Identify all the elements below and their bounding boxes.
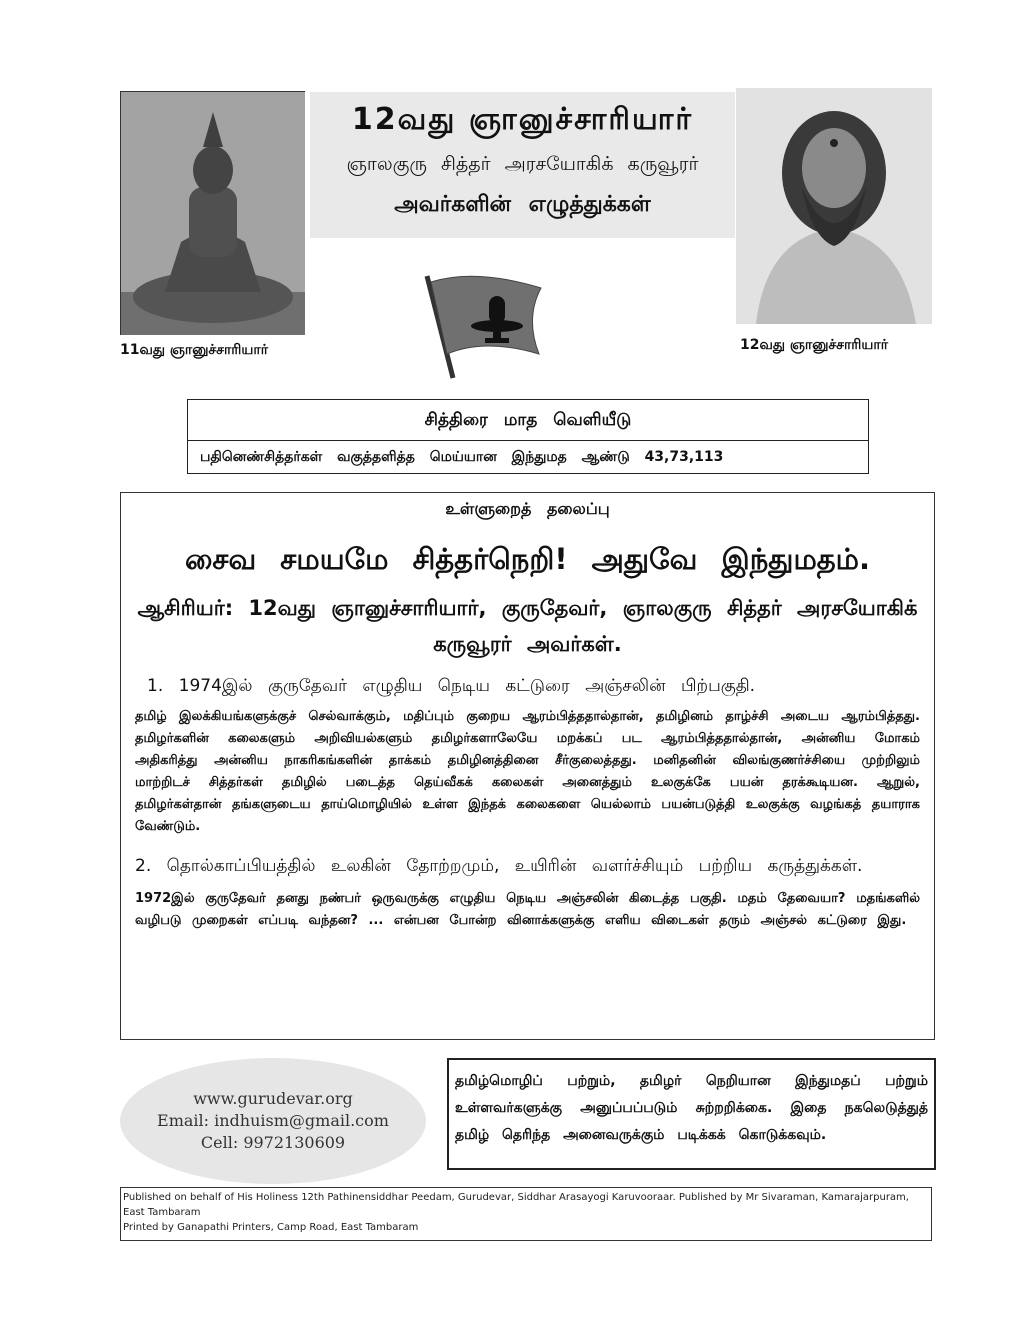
release-info-box	[187, 399, 869, 474]
title-line-2: ஞாலகுரு சித்தர் அரசயோகிக் கருவூரர்	[346, 153, 699, 175]
notice-box	[447, 1058, 936, 1170]
right-photo-caption: 12வது ஞானுச்சாரியார்	[740, 337, 889, 353]
footer-printed-line: Printed by Ganapathi Printers, Camp Road, East Tambaram	[123, 1222, 419, 1233]
left-photo-caption: 11வது ஞானுச்சாரியார்	[120, 342, 269, 358]
lingam-flag-icon	[415, 268, 545, 380]
main-content-box	[120, 492, 935, 1040]
title-box	[310, 92, 735, 238]
publisher-footer	[120, 1187, 932, 1241]
contact-info	[120, 1058, 426, 1184]
website-link[interactable]: www.gurudevar.org	[193, 1089, 353, 1108]
author-line: ஆசிரியர்: 12வது ஞானுச்சாரியார், குருதேவர், ஞாலகுரு சித்தர் அரசயோகிக் கருவூரர் அவர்கள்.	[137, 596, 918, 656]
item-1-heading: 1. 1974இல் குருதேவர் எழுதிய நெடிய கட்டுரை அஞ்சலின் பிற்பகுதி.	[147, 676, 756, 696]
phone-text: Cell: 9972130609	[200, 1133, 346, 1152]
portrait-photo	[736, 88, 932, 324]
footer-published-line: Published on behalf of His Holiness 12th Pathinensiddhar Peedam, Gurudevar, Siddhar Arasayogi Karuvooraar. Published by Mr Sivaraman, Kamarajarpuram, East Tambaram	[123, 1192, 909, 1218]
release-divider	[188, 440, 868, 441]
item-1-body: தமிழ் இலக்கியங்களுக்குச் செல்வாக்கும், மதிப்பும் குறைய ஆரம்பித்ததால்தான், தமிழினம் தாழ்ச்சி அடைய ஆரம்பித்தது. தமிழர்களின் கலைகளும் அறிவியல்களும் தமிழர்களாலேயே மறக்கப் பட ஆரம்பித்ததால்தான், அன்னிய மோகம் அதிகரித்து அன்னிய நாகரிகங்களின் தாக்கம் தமிழினத்தினை சீர்குலைத்தது. மனிதனின் விலங்குணர்ச்சியை முற்றிலும் மாற்றிடச் சித்தர்கள் தமிழில் படைத்த தெய்வீகக் கலைகள் அனைத்தும் உலகுக்கே பயன் தரக்கூடியன. ஆறுல், தமிழர்கள்தான் தங்களுடைய தாய்மொழியில் உள்ள இந்தக் கலைகளை யெல்லாம் பயன்படுத்தி உலகுக்கு வழங்கத் தயாராக வேண்டும்.	[135, 709, 920, 834]
contents-heading: உள்ளுறைத் தலைப்பு	[445, 499, 610, 518]
item-2-heading: 2. தொல்காப்பியத்தில் உலகின் தோற்றமும், உயிரின் வளர்ச்சியும் பற்றிய கருத்துக்கள்.	[135, 856, 863, 876]
title-line-1: 12வது ஞானுச்சாரியார்	[351, 102, 694, 137]
release-year-line: பதினெண்சித்தர்கள் வகுத்தளித்த மெய்யான இந்துமத ஆண்டு 43,73,113	[200, 449, 724, 465]
item-2-body: 1972இல் குருதேவர் தனது நண்பர் ஒருவருக்கு எழுதிய நெடிய அஞ்சலின் கிடைத்த பகுதி. மதம் தேவையா? மதங்களில் வழிபடு முறைகள் எப்படி வந்தன? ... என்பன போன்ற வினாக்களுக்கு எளிய விடைகள் தரும் அஞ்சல் கட்டுரை இது.	[135, 891, 920, 928]
statue-photo	[120, 91, 305, 335]
email-text[interactable]: Email: indhuism@gmail.com	[157, 1111, 389, 1130]
main-title: சைவ சமயமே சித்தர்நெறி! அதுவே இந்துமதம்.	[184, 542, 871, 576]
notice-text: தமிழ்மொழிப் பற்றும், தமிழர் நெறியான இந்துமதப் பற்றும் உள்ளவர்களுக்கு அனுப்பப்படும் சுற்றறிக்கை. இதை நகலெடுத்துத் தமிழ் தெரிந்த அனைவருக்கும் படிக்கக் கொடுக்கவும்.	[455, 1073, 928, 1143]
release-title: சித்திரை மாத வெளியீடு	[424, 410, 632, 430]
title-line-3: அவர்களின் எழுத்துக்கள்	[394, 192, 651, 217]
